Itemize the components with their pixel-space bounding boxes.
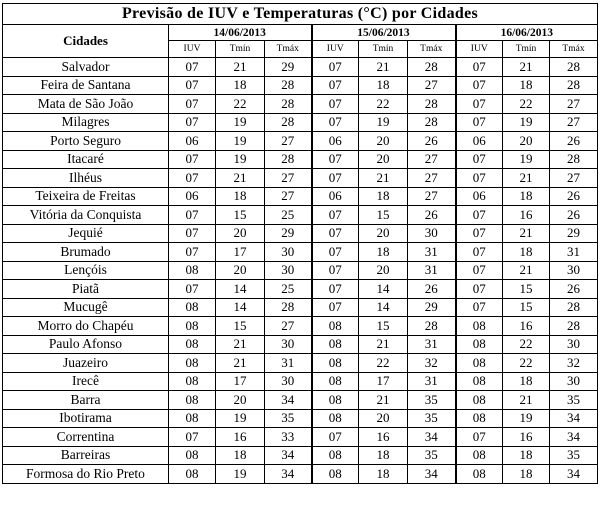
iuv-value: 07 xyxy=(456,150,503,169)
iuv-value: 08 xyxy=(312,354,359,373)
city-name: Itacaré xyxy=(3,150,169,169)
tmin-value: 21 xyxy=(503,58,550,77)
tmin-value: 22 xyxy=(503,335,550,354)
tmin-value: 22 xyxy=(503,354,550,373)
table-row xyxy=(3,58,598,77)
tmin-value: 19 xyxy=(216,465,265,484)
table-row xyxy=(3,465,598,484)
tmin-value: 19 xyxy=(359,113,408,132)
iuv-value: 07 xyxy=(456,243,503,262)
tmin-value: 19 xyxy=(216,409,265,428)
sub-header-tmin: Tmín xyxy=(359,41,408,58)
tmin-value: 18 xyxy=(503,372,550,391)
table-row xyxy=(3,335,598,354)
iuv-value: 08 xyxy=(456,391,503,410)
tmin-value: 15 xyxy=(216,317,265,336)
tmax-value: 35 xyxy=(550,391,598,410)
table-row xyxy=(3,224,598,243)
city-name: Lençóis xyxy=(3,261,169,280)
tmin-value: 18 xyxy=(359,187,408,206)
tmax-value: 30 xyxy=(550,372,598,391)
city-name: Vitória da Conquista xyxy=(3,206,169,225)
tmax-value: 28 xyxy=(408,58,456,77)
table-row xyxy=(3,187,598,206)
tmax-value: 27 xyxy=(408,76,456,95)
iuv-value: 08 xyxy=(456,409,503,428)
tmin-value: 17 xyxy=(216,243,265,262)
tmax-value: 28 xyxy=(265,298,312,317)
iuv-value: 08 xyxy=(169,335,216,354)
tmin-value: 18 xyxy=(359,446,408,465)
tmin-value: 14 xyxy=(359,298,408,317)
tmin-value: 19 xyxy=(503,409,550,428)
tmin-value: 21 xyxy=(503,391,550,410)
tmax-value: 27 xyxy=(550,113,598,132)
tmax-value: 32 xyxy=(408,354,456,373)
iuv-value: 07 xyxy=(312,261,359,280)
tmin-value: 21 xyxy=(503,224,550,243)
tmax-value: 27 xyxy=(265,317,312,336)
city-name: Ibotirama xyxy=(3,409,169,428)
tmin-value: 15 xyxy=(359,317,408,336)
tmax-value: 31 xyxy=(408,372,456,391)
city-name: Porto Seguro xyxy=(3,132,169,151)
table-row xyxy=(3,132,598,151)
iuv-value: 07 xyxy=(456,261,503,280)
tmin-value: 20 xyxy=(503,132,550,151)
iuv-value: 07 xyxy=(312,428,359,447)
tmin-value: 16 xyxy=(503,428,550,447)
tmin-value: 19 xyxy=(216,113,265,132)
tmax-value: 34 xyxy=(265,391,312,410)
tmax-value: 28 xyxy=(265,95,312,114)
tmin-value: 22 xyxy=(359,354,408,373)
tmax-value: 30 xyxy=(408,224,456,243)
table-row xyxy=(3,261,598,280)
iuv-value: 08 xyxy=(456,465,503,484)
tmin-value: 15 xyxy=(503,280,550,299)
tmin-value: 15 xyxy=(359,206,408,225)
tmin-value: 18 xyxy=(359,243,408,262)
iuv-value: 08 xyxy=(169,298,216,317)
tmin-value: 18 xyxy=(503,76,550,95)
tmax-value: 29 xyxy=(408,298,456,317)
table-title: Previsão de IUV e Temperaturas (°C) por Cidades xyxy=(3,4,598,25)
iuv-value: 07 xyxy=(169,150,216,169)
tmax-value: 28 xyxy=(408,113,456,132)
tmin-value: 16 xyxy=(359,428,408,447)
tmin-value: 21 xyxy=(503,169,550,188)
sub-header-tmin: Tmín xyxy=(216,41,265,58)
iuv-value: 07 xyxy=(312,169,359,188)
iuv-value: 07 xyxy=(312,224,359,243)
iuv-value: 07 xyxy=(169,169,216,188)
tmax-value: 33 xyxy=(265,428,312,447)
iuv-value: 07 xyxy=(456,298,503,317)
table-row xyxy=(3,428,598,447)
city-name: Mata de São João xyxy=(3,95,169,114)
iuv-value: 07 xyxy=(169,428,216,447)
tmax-value: 31 xyxy=(408,243,456,262)
tmax-value: 30 xyxy=(265,243,312,262)
table-body xyxy=(3,58,598,484)
iuv-value: 07 xyxy=(456,224,503,243)
city-name: Teixeira de Freitas xyxy=(3,187,169,206)
tmax-value: 25 xyxy=(265,280,312,299)
tmin-value: 17 xyxy=(216,372,265,391)
tmax-value: 27 xyxy=(265,169,312,188)
iuv-value: 07 xyxy=(456,206,503,225)
tmin-value: 17 xyxy=(359,372,408,391)
iuv-value: 07 xyxy=(312,298,359,317)
tmax-value: 25 xyxy=(265,206,312,225)
iuv-value: 08 xyxy=(169,391,216,410)
tmin-value: 21 xyxy=(216,354,265,373)
iuv-value: 08 xyxy=(169,465,216,484)
tmin-value: 16 xyxy=(503,206,550,225)
table-row xyxy=(3,243,598,262)
tmax-value: 26 xyxy=(550,280,598,299)
table-row xyxy=(3,150,598,169)
iuv-value: 08 xyxy=(169,354,216,373)
table-row xyxy=(3,76,598,95)
tmax-value: 34 xyxy=(265,446,312,465)
iuv-value: 08 xyxy=(456,354,503,373)
tmax-value: 26 xyxy=(550,132,598,151)
date-header: 16/06/2013 xyxy=(456,25,598,41)
city-name: Barreiras xyxy=(3,446,169,465)
tmax-value: 27 xyxy=(550,169,598,188)
tmax-value: 28 xyxy=(265,113,312,132)
tmax-value: 32 xyxy=(550,354,598,373)
tmax-value: 28 xyxy=(550,58,598,77)
tmax-value: 30 xyxy=(265,335,312,354)
tmax-value: 27 xyxy=(408,150,456,169)
tmin-value: 21 xyxy=(359,391,408,410)
tmin-value: 18 xyxy=(503,446,550,465)
tmin-value: 14 xyxy=(216,280,265,299)
iuv-value: 07 xyxy=(312,113,359,132)
table-row xyxy=(3,446,598,465)
city-name: Salvador xyxy=(3,58,169,77)
city-name: Morro do Chapéu xyxy=(3,317,169,336)
table-row xyxy=(3,298,598,317)
tmin-value: 15 xyxy=(216,206,265,225)
city-name: Ilhéus xyxy=(3,169,169,188)
tmax-value: 35 xyxy=(408,391,456,410)
tmin-value: 22 xyxy=(359,95,408,114)
tmin-value: 18 xyxy=(216,187,265,206)
city-name: Brumado xyxy=(3,243,169,262)
tmax-value: 28 xyxy=(550,150,598,169)
table-row xyxy=(3,206,598,225)
tmax-value: 31 xyxy=(408,261,456,280)
tmin-value: 21 xyxy=(359,58,408,77)
city-name: Formosa do Rio Preto xyxy=(3,465,169,484)
tmax-value: 34 xyxy=(550,428,598,447)
iuv-value: 08 xyxy=(312,391,359,410)
sub-header-tmin: Tmín xyxy=(503,41,550,58)
iuv-value: 08 xyxy=(456,446,503,465)
city-name: Paulo Afonso xyxy=(3,335,169,354)
city-name: Irecê xyxy=(3,372,169,391)
tmax-value: 28 xyxy=(408,95,456,114)
tmin-value: 20 xyxy=(359,150,408,169)
table-row xyxy=(3,317,598,336)
iuv-value: 07 xyxy=(456,428,503,447)
tmin-value: 14 xyxy=(359,280,408,299)
iuv-value: 06 xyxy=(312,132,359,151)
iuv-value: 07 xyxy=(456,76,503,95)
iuv-value: 07 xyxy=(312,58,359,77)
tmax-value: 34 xyxy=(408,465,456,484)
iuv-value: 07 xyxy=(169,243,216,262)
tmax-value: 27 xyxy=(408,187,456,206)
tmin-value: 15 xyxy=(503,298,550,317)
tmax-value: 28 xyxy=(550,298,598,317)
tmax-value: 29 xyxy=(550,224,598,243)
iuv-value: 07 xyxy=(312,243,359,262)
tmin-value: 16 xyxy=(503,317,550,336)
sub-header-iuv: IUV xyxy=(169,41,216,58)
tmax-value: 30 xyxy=(265,261,312,280)
tmax-value: 26 xyxy=(408,206,456,225)
iuv-value: 07 xyxy=(312,76,359,95)
tmax-value: 28 xyxy=(550,76,598,95)
city-name: Correntina xyxy=(3,428,169,447)
tmax-value: 26 xyxy=(550,206,598,225)
tmin-value: 20 xyxy=(359,132,408,151)
tmin-value: 18 xyxy=(503,243,550,262)
city-name: Jequié xyxy=(3,224,169,243)
table-row xyxy=(3,354,598,373)
iuv-value: 06 xyxy=(169,132,216,151)
tmin-value: 21 xyxy=(216,335,265,354)
tmax-value: 34 xyxy=(550,409,598,428)
iuv-value: 07 xyxy=(312,95,359,114)
iuv-value: 07 xyxy=(312,280,359,299)
iuv-value: 06 xyxy=(456,187,503,206)
tmax-value: 27 xyxy=(550,95,598,114)
iuv-value: 06 xyxy=(456,132,503,151)
iuv-value: 08 xyxy=(312,335,359,354)
tmax-value: 30 xyxy=(550,261,598,280)
iuv-value: 07 xyxy=(169,113,216,132)
iuv-value: 08 xyxy=(456,372,503,391)
tmin-value: 18 xyxy=(359,76,408,95)
city-name: Feira de Santana xyxy=(3,76,169,95)
city-name: Piatã xyxy=(3,280,169,299)
iuv-value: 08 xyxy=(312,409,359,428)
sub-header-iuv: IUV xyxy=(456,41,503,58)
tmin-value: 21 xyxy=(216,58,265,77)
table-row xyxy=(3,280,598,299)
iuv-value: 07 xyxy=(169,280,216,299)
iuv-value: 08 xyxy=(312,465,359,484)
tmin-value: 20 xyxy=(216,224,265,243)
iuv-value: 08 xyxy=(312,317,359,336)
tmin-value: 19 xyxy=(216,132,265,151)
tmax-value: 34 xyxy=(550,465,598,484)
tmin-value: 22 xyxy=(503,95,550,114)
city-name: Barra xyxy=(3,391,169,410)
tmax-value: 30 xyxy=(550,335,598,354)
iuv-value: 07 xyxy=(456,58,503,77)
iuv-value: 07 xyxy=(169,224,216,243)
tmin-value: 20 xyxy=(359,409,408,428)
tmax-value: 27 xyxy=(265,187,312,206)
tmax-value: 28 xyxy=(408,317,456,336)
tmax-value: 29 xyxy=(265,224,312,243)
tmin-value: 14 xyxy=(216,298,265,317)
tmax-value: 30 xyxy=(265,372,312,391)
iuv-value: 07 xyxy=(169,206,216,225)
iuv-value: 08 xyxy=(169,261,216,280)
iuv-value: 08 xyxy=(312,446,359,465)
iuv-value: 07 xyxy=(456,113,503,132)
tmax-value: 34 xyxy=(408,428,456,447)
table-row xyxy=(3,113,598,132)
tmin-value: 18 xyxy=(359,465,408,484)
date-header: 15/06/2013 xyxy=(312,25,456,41)
tmax-value: 35 xyxy=(408,409,456,428)
tmax-value: 31 xyxy=(550,243,598,262)
tmin-value: 18 xyxy=(216,446,265,465)
tmin-value: 16 xyxy=(216,428,265,447)
iuv-value: 06 xyxy=(312,187,359,206)
iuv-value: 07 xyxy=(456,95,503,114)
tmin-value: 18 xyxy=(503,187,550,206)
sub-header-tmax: Tmáx xyxy=(408,41,456,58)
forecast-table xyxy=(2,3,598,484)
table-row xyxy=(3,372,598,391)
tmax-value: 35 xyxy=(408,446,456,465)
tmax-value: 28 xyxy=(265,76,312,95)
tmax-value: 26 xyxy=(550,187,598,206)
table-row xyxy=(3,409,598,428)
iuv-value: 07 xyxy=(456,280,503,299)
iuv-value: 08 xyxy=(456,335,503,354)
iuv-value: 08 xyxy=(169,372,216,391)
city-name: Milagres xyxy=(3,113,169,132)
tmax-value: 27 xyxy=(408,169,456,188)
iuv-value: 08 xyxy=(169,317,216,336)
tmin-value: 22 xyxy=(216,95,265,114)
date-header: 14/06/2013 xyxy=(169,25,312,41)
tmax-value: 31 xyxy=(408,335,456,354)
iuv-value: 08 xyxy=(456,317,503,336)
tmax-value: 28 xyxy=(265,150,312,169)
tmax-value: 31 xyxy=(265,354,312,373)
tmax-value: 35 xyxy=(265,409,312,428)
iuv-value: 07 xyxy=(169,95,216,114)
tmin-value: 19 xyxy=(503,150,550,169)
tmax-value: 26 xyxy=(408,132,456,151)
cities-header: Cidades xyxy=(3,25,169,58)
city-name: Mucugê xyxy=(3,298,169,317)
iuv-value: 07 xyxy=(312,206,359,225)
iuv-value: 07 xyxy=(456,169,503,188)
tmin-value: 20 xyxy=(216,261,265,280)
iuv-value: 08 xyxy=(169,409,216,428)
tmax-value: 34 xyxy=(265,465,312,484)
tmax-value: 35 xyxy=(550,446,598,465)
tmax-value: 27 xyxy=(265,132,312,151)
tmin-value: 20 xyxy=(359,261,408,280)
tmin-value: 18 xyxy=(216,76,265,95)
table-row xyxy=(3,169,598,188)
sub-header-iuv: IUV xyxy=(312,41,359,58)
tmax-value: 26 xyxy=(408,280,456,299)
sub-header-tmax: Tmáx xyxy=(550,41,598,58)
tmax-value: 29 xyxy=(265,58,312,77)
iuv-value: 08 xyxy=(312,372,359,391)
iuv-value: 08 xyxy=(169,446,216,465)
tmin-value: 20 xyxy=(359,224,408,243)
table-row xyxy=(3,391,598,410)
iuv-value: 07 xyxy=(169,76,216,95)
tmin-value: 19 xyxy=(216,150,265,169)
sub-header-tmax: Tmáx xyxy=(265,41,312,58)
iuv-value: 07 xyxy=(169,58,216,77)
tmax-value: 28 xyxy=(550,317,598,336)
tmin-value: 20 xyxy=(216,391,265,410)
tmin-value: 19 xyxy=(503,113,550,132)
tmin-value: 21 xyxy=(359,335,408,354)
table-row xyxy=(3,95,598,114)
tmin-value: 21 xyxy=(216,169,265,188)
tmin-value: 21 xyxy=(359,169,408,188)
iuv-value: 07 xyxy=(312,150,359,169)
tmin-value: 18 xyxy=(503,465,550,484)
tmin-value: 21 xyxy=(503,261,550,280)
city-name: Juazeiro xyxy=(3,354,169,373)
iuv-value: 06 xyxy=(169,187,216,206)
